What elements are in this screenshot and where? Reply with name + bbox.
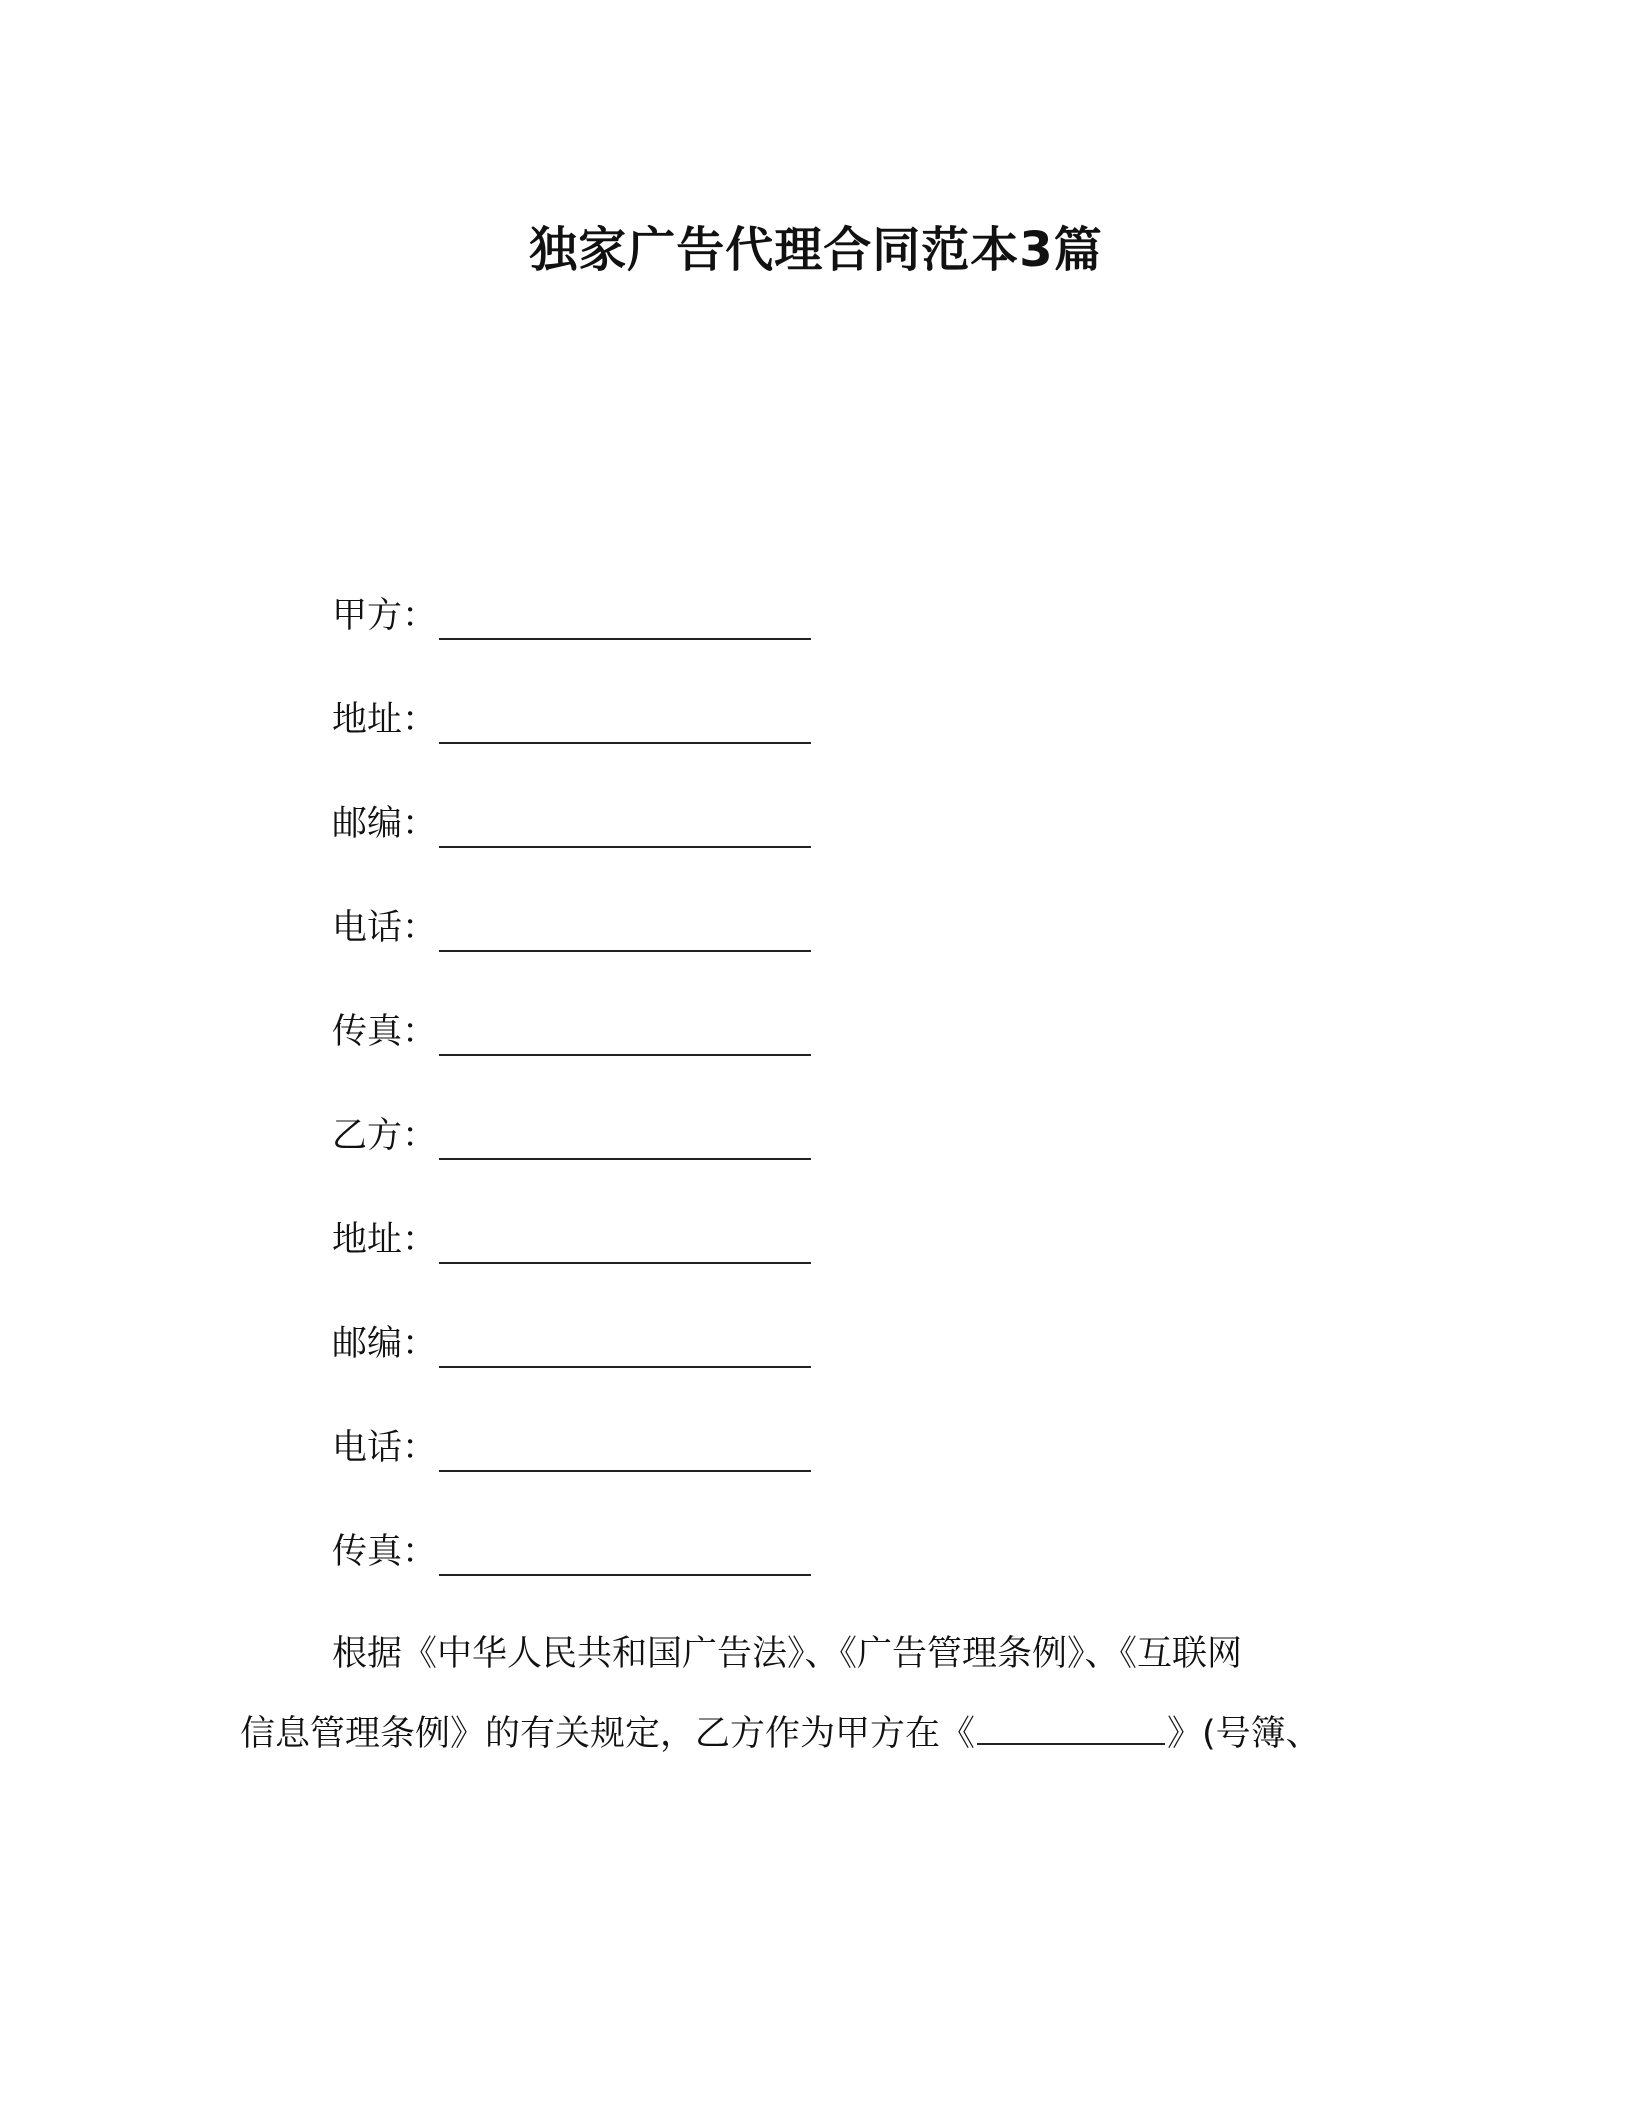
field-row-party-a-address — [332, 696, 932, 800]
blank-line-party-b-fax — [439, 1528, 811, 1576]
field-label: 电话： — [332, 1428, 438, 1468]
document-title: 独家广告代理合同范本3篇 — [529, 222, 1103, 278]
field-row-party-b-fax — [332, 1528, 932, 1632]
field-label: 地址： — [332, 1220, 438, 1260]
inline-blank-line — [977, 1705, 1165, 1745]
body-paragraph-line-2 — [240, 1705, 1380, 1758]
field-row-party-a-phone — [332, 904, 932, 1008]
field-label: 乙方： — [332, 1116, 438, 1156]
field-label: 甲方： — [332, 596, 438, 636]
field-label: 邮编： — [332, 1324, 438, 1364]
blank-line-party-a-address — [439, 696, 811, 744]
blank-line-party-a-postcode — [439, 800, 811, 848]
field-label: 邮编： — [332, 804, 438, 844]
field-row-party-a-postcode — [332, 800, 932, 904]
paragraph-text-before-blank: 信息管理条例》的有关规定，乙方作为甲方在《 — [240, 1714, 976, 1754]
body-paragraph-line-1 — [240, 1630, 1380, 1678]
field-label: 地址： — [332, 700, 438, 740]
field-label: 电话： — [332, 908, 438, 948]
paragraph-text: 根据《中华人民共和国广告法》、《广告管理条例》、《互联网 — [332, 1634, 1243, 1674]
blank-line-party-b-address — [439, 1216, 811, 1264]
field-row-party-b-address — [332, 1216, 932, 1320]
blank-line-party-b-postcode — [439, 1320, 811, 1368]
field-label: 传真： — [332, 1012, 438, 1052]
party-info-fields — [332, 592, 932, 1632]
blank-line-party-b — [439, 1112, 811, 1160]
paragraph-text-after-blank: 》(号簿、 — [1167, 1714, 1321, 1754]
blank-line-party-a — [439, 592, 811, 640]
field-row-party-a-fax — [332, 1008, 932, 1112]
blank-line-party-a-phone — [439, 904, 811, 952]
field-row-party-a — [332, 592, 932, 696]
blank-line-party-a-fax — [439, 1008, 811, 1056]
blank-line-party-b-phone — [439, 1424, 811, 1472]
field-row-party-b-postcode — [332, 1320, 932, 1424]
field-row-party-b-phone — [332, 1424, 932, 1528]
field-row-party-b — [332, 1112, 932, 1216]
field-label: 传真： — [332, 1532, 438, 1572]
